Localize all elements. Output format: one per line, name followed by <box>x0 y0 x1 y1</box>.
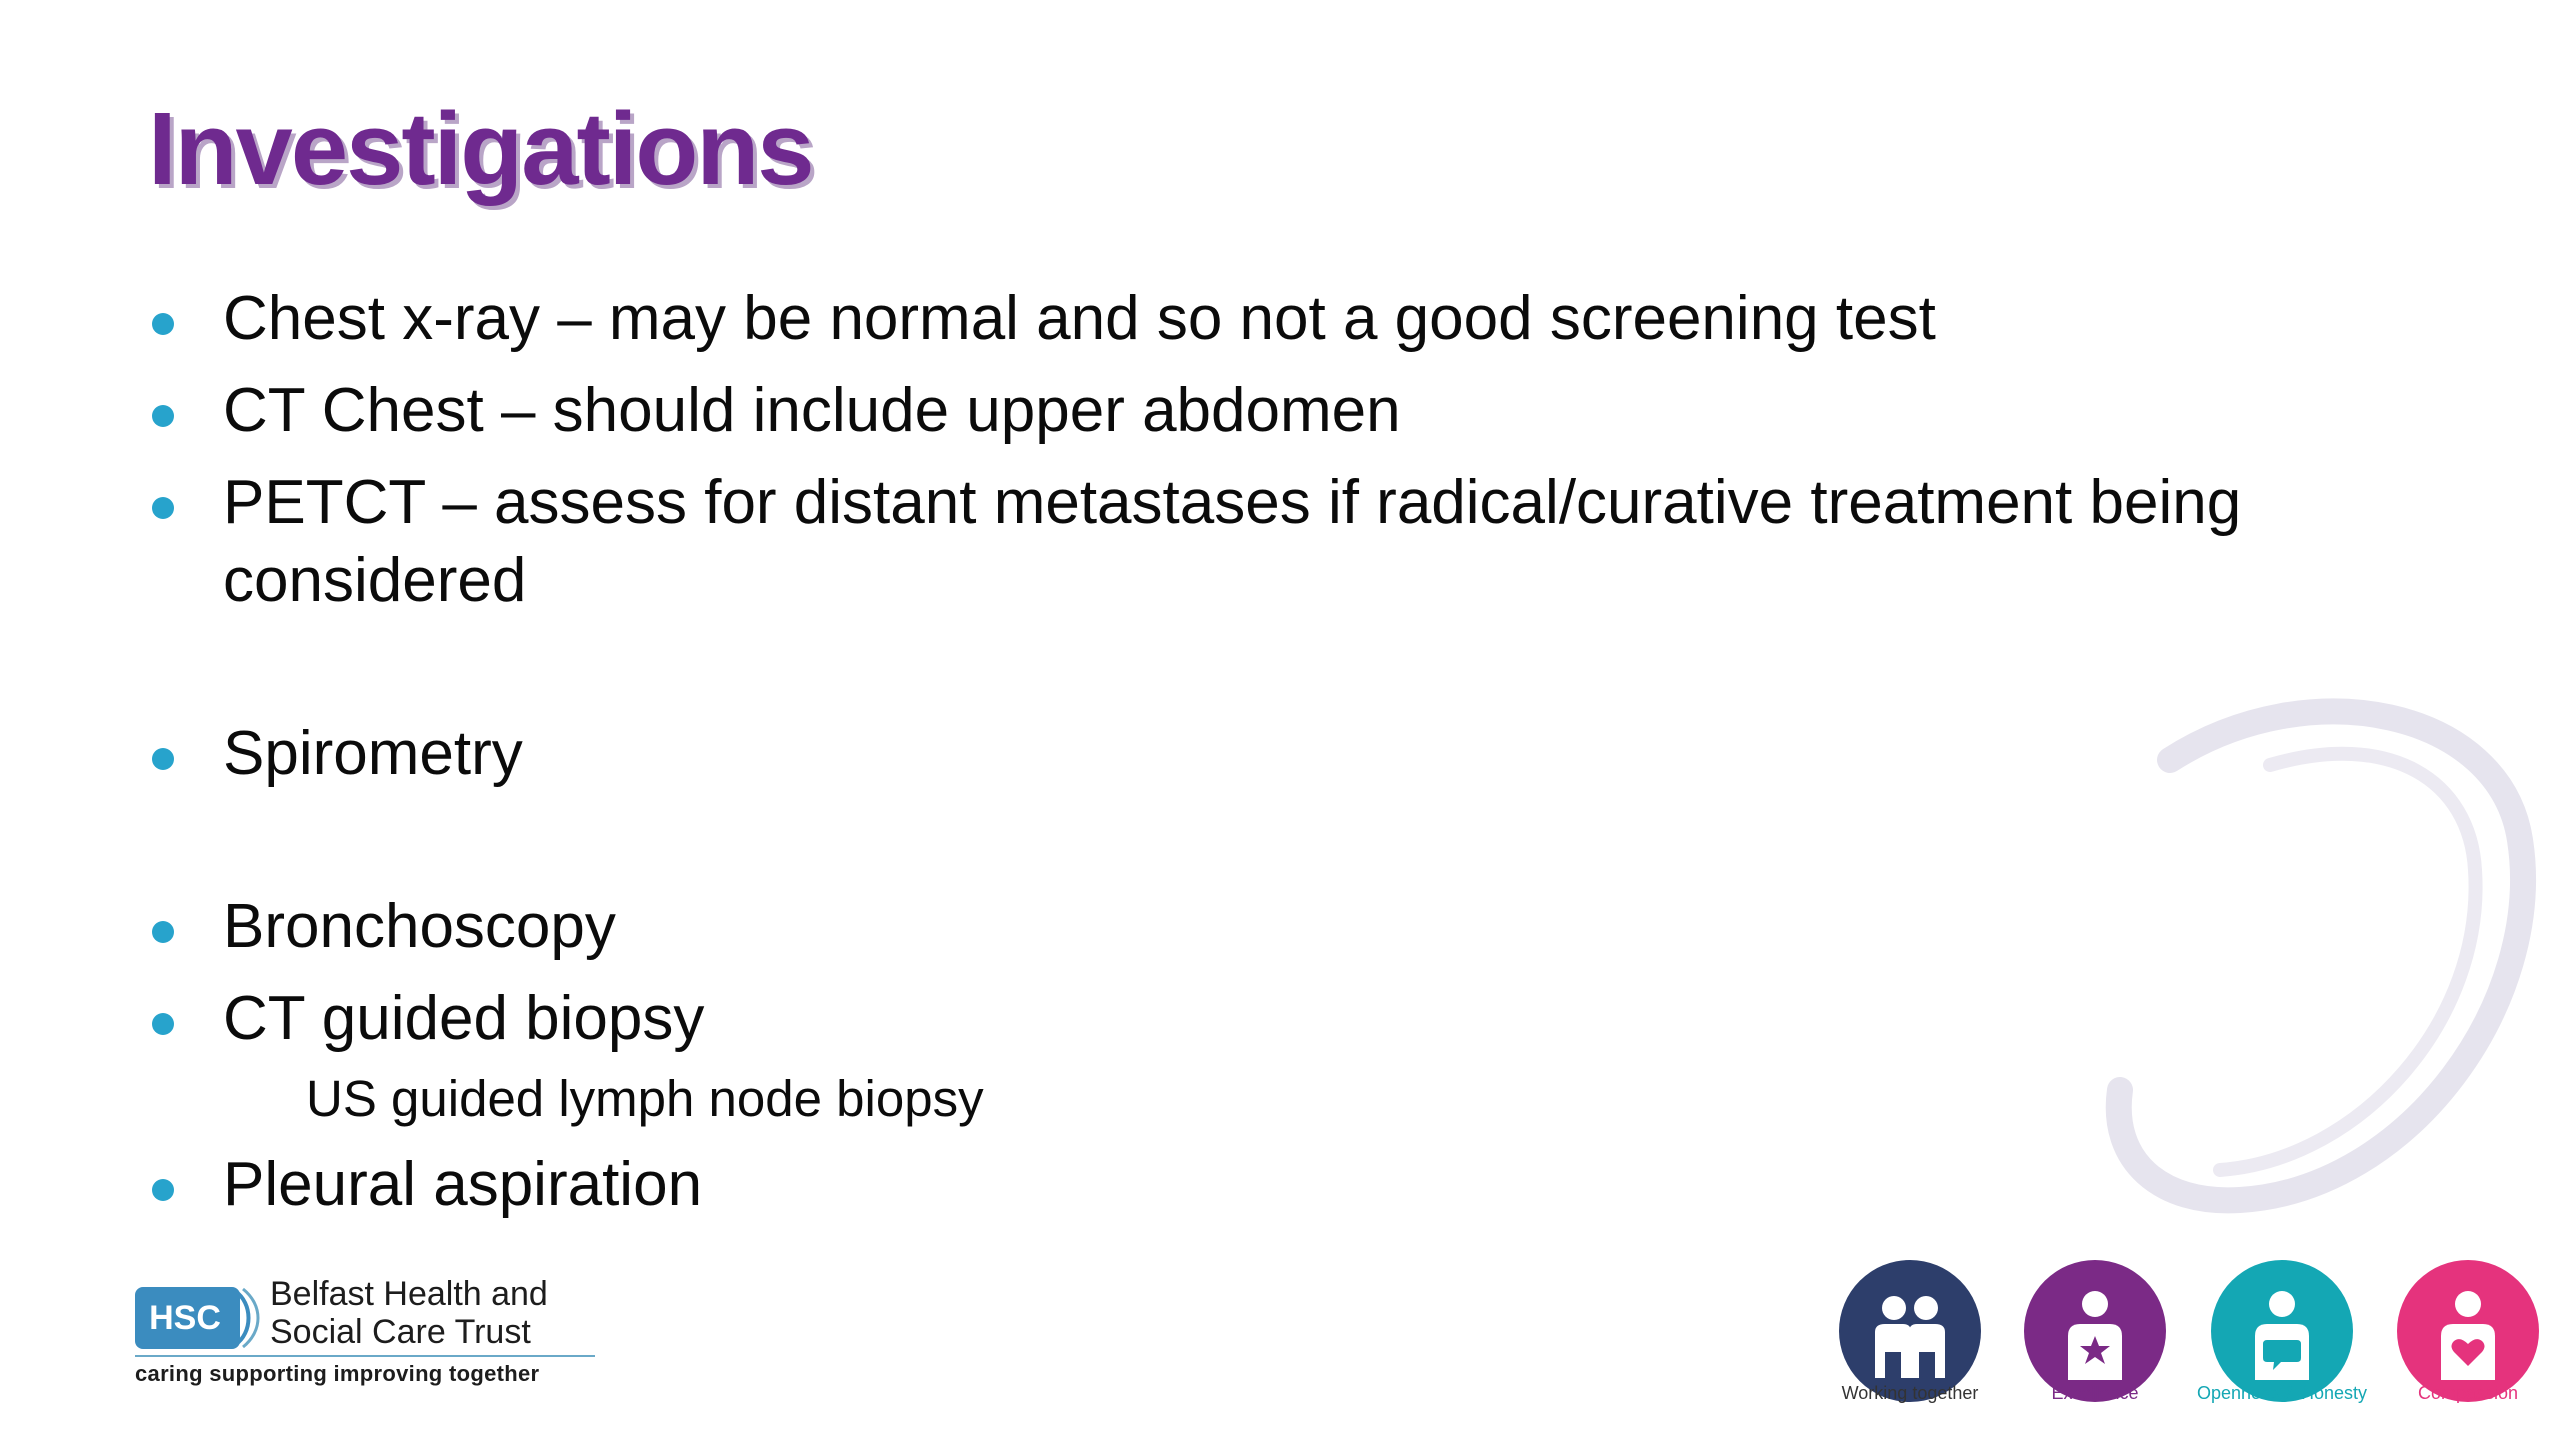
bullet-dot <box>152 921 174 943</box>
value-label: Openness & Honesty <box>2196 1383 2368 1403</box>
list-item <box>148 888 2448 966</box>
person-star-icon <box>2024 1260 2166 1402</box>
value-label: Compassion <box>2417 1383 2519 1403</box>
bullet-text: Chest x-ray – may be normal and so not a good screening test <box>223 284 1936 353</box>
list-item <box>148 715 2448 793</box>
sub-list-item: US guided lymph node biopsy <box>306 1070 984 1127</box>
bullet-dot <box>152 405 174 427</box>
list-item <box>148 280 2448 358</box>
bullet-text: Spirometry <box>223 719 523 788</box>
value-working-together <box>1815 1260 2005 1402</box>
bullet-dot <box>152 748 174 770</box>
trust-logo <box>135 1275 605 1390</box>
bullet-text: Bronchoscopy <box>223 892 616 961</box>
values-bar <box>1815 1260 2535 1410</box>
trust-name <box>270 1275 548 1351</box>
trust-name-line-1: Belfast Health and <box>270 1275 548 1313</box>
hsc-badge-icon <box>135 1287 260 1349</box>
bullet-text: Pleural aspiration <box>223 1150 703 1219</box>
value-label: Working together <box>1841 1383 1979 1403</box>
trust-strapline: caring supporting improving together <box>135 1361 540 1386</box>
bullet-dot <box>152 313 174 335</box>
bullet-dot <box>152 1013 174 1035</box>
slide-title: Investigations <box>148 91 813 206</box>
bullet-text: PETCT – assess for distant metastases if radical/curative treatment being considered <box>223 468 2242 615</box>
trust-name-line-2: Social Care Trust <box>270 1313 531 1351</box>
two-people-icon <box>1839 1260 1981 1402</box>
bullet-text: CT Chest – should include upper abdomen <box>223 376 1401 445</box>
list-item <box>148 980 2448 1058</box>
svg-text:HSC: HSC <box>149 1299 221 1337</box>
bullet-dot <box>152 1179 174 1201</box>
person-speech-icon <box>2211 1260 2353 1402</box>
value-excellence <box>2000 1260 2190 1402</box>
value-label: Excellence <box>2051 1383 2139 1403</box>
list-item <box>148 1146 2448 1224</box>
bullet-dot <box>152 497 174 519</box>
logo-divider <box>135 1355 595 1357</box>
list-item <box>148 464 2448 620</box>
value-openness-honesty <box>2187 1260 2377 1402</box>
bullet-text: CT guided biopsy <box>223 984 705 1053</box>
person-heart-icon <box>2397 1260 2539 1402</box>
value-compassion <box>2373 1260 2560 1402</box>
list-item <box>148 372 2448 450</box>
bullet-list <box>148 280 2448 1238</box>
